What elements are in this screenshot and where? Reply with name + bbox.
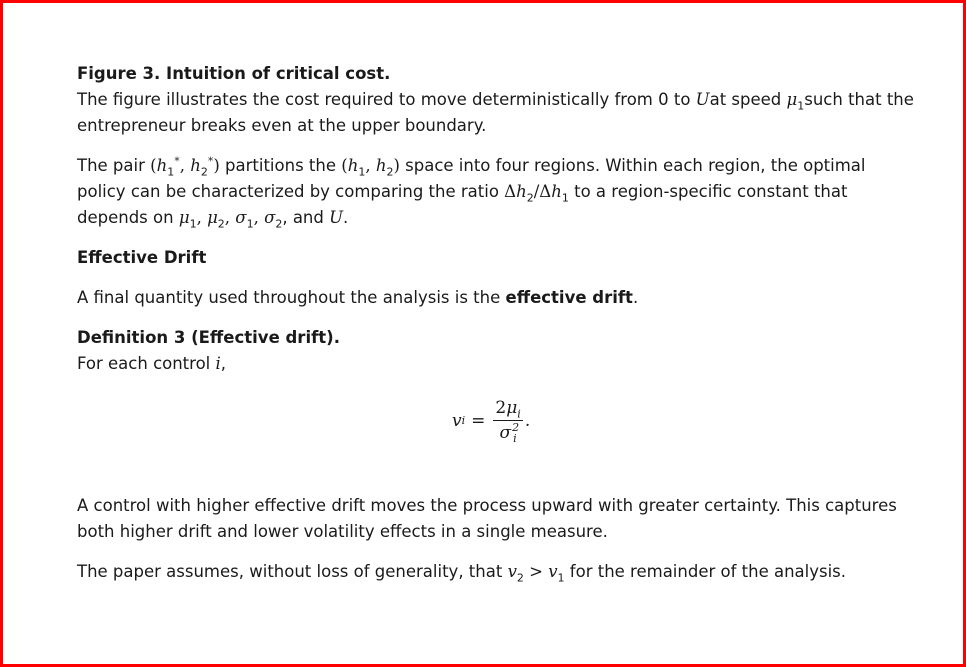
- figure-heading: Figure 3. Intuition of critical cost.: [77, 64, 391, 83]
- effective-drift-equation: v i = $\frac{2\mu_i}{\sigma^2_i}$ .: [452, 398, 531, 446]
- definition-title: Definition 3 (Effective drift).: [77, 328, 340, 347]
- after-equation: [77, 493, 917, 585]
- document-body: [77, 61, 917, 377]
- intro-paragraph: A final quantity used throughout the analysis is the effective drift.: [77, 288, 639, 307]
- section-title: Effective Drift: [77, 248, 207, 267]
- pair-paragraph: The pair ($h_1^*$, $h_2^*$) partitions the ($h_1$, $h_2$) space into four regions. Within each region, the optimal policy can be characterized by comparing the ratio $\Delta h_2/\Delta h_1$ to a region-specific constant that depends on $\mu_1$, $\mu_2$, $\sigma_1$, $\sigma_2$, and U.: [77, 154, 866, 231]
- definition-lead: For each control i,: [77, 354, 227, 373]
- equation-fraction: $\frac{2\mu_i}{\sigma^2_i}$: [495, 398, 521, 446]
- figure-caption: The figure illustrates the cost required to move deterministically from 0 to Uat speed $\mu_1such$ that the entrepreneur breaks even at the upper boundary.: [77, 90, 914, 135]
- after-paragraph-2: The paper assumes, without loss of generality, that $v_2 > v_1$ for the remainder of the analysis.: [77, 562, 847, 585]
- after-paragraph-1: A control with higher effective drift moves the process upward with greater certainty. This captures both higher drift and lower volatility effects in a single measure.: [77, 496, 897, 541]
